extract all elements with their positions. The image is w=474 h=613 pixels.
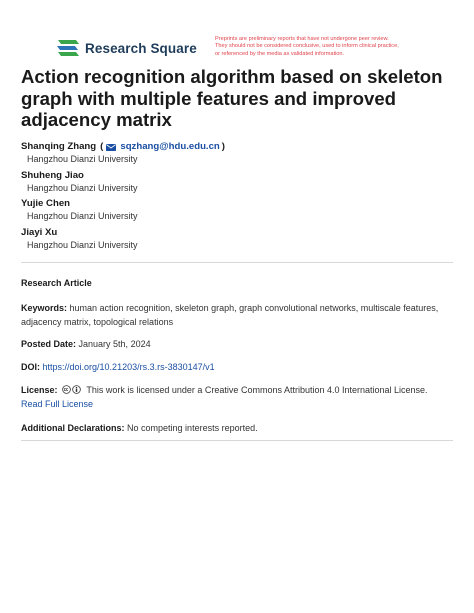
cc-icons [62, 385, 82, 394]
preprint-notice [215, 36, 446, 58]
author-name: Jiayi Xu [21, 226, 58, 238]
posted-date-value: January 5th, 2024 [78, 339, 151, 349]
author-list [21, 141, 451, 255]
author-email-link[interactable]: sqzhang@hdu.edu.cn [120, 141, 220, 152]
author-email-group [100, 141, 225, 153]
author-name: Shanqing Zhang [21, 141, 97, 152]
declarations-label: Additional Declarations: [21, 423, 125, 433]
license-block [21, 384, 453, 411]
author-name: Yujie Chen [21, 198, 71, 209]
notice-line: They should not be considered conclusive, used to inform clinical practice, [215, 43, 399, 50]
keywords-line-1: human action recognition, skeleton graph, graph convolutional networks, multiscale features, [69, 303, 439, 313]
section-divider [21, 262, 453, 263]
page-header [56, 36, 446, 62]
open-paren: ( [100, 141, 104, 152]
article-type [21, 277, 453, 290]
keywords-line-2: adjacency matrix, topological relations [21, 316, 174, 327]
article-type-label: Research Article [21, 278, 92, 288]
license-text: This work is licensed under a Creative Commons Attribution 4.0 International License. [86, 385, 428, 395]
attribution-icon [72, 385, 81, 394]
author-name: Shuheng Jiao [21, 169, 84, 181]
doi-block [21, 361, 453, 374]
author-name-line [21, 170, 451, 182]
doi-label: DOI: [21, 362, 40, 372]
author-affiliation: Hangzhou Dianzi University [27, 239, 138, 250]
keywords-block [21, 302, 453, 329]
author-entry [21, 170, 451, 195]
title-line: graph with multiple features and improved [21, 87, 397, 109]
title-line: Action recognition algorithm based on skeleton [21, 66, 443, 87]
declarations-value: No competing interests reported. [127, 423, 258, 433]
posted-date-label: Posted Date: [21, 339, 77, 349]
research-square-logo[interactable] [56, 36, 197, 60]
title-line: adjacency matrix [21, 109, 172, 131]
notice-line: Preprints are preliminary reports that have not undergone peer review. [215, 36, 389, 42]
section-divider [21, 440, 453, 441]
author-entry [21, 141, 451, 166]
creative-commons-icon [62, 385, 71, 394]
keywords-label: Keywords: [21, 303, 68, 313]
author-entry [21, 227, 451, 252]
close-paren: ) [221, 141, 225, 152]
author-entry [21, 198, 451, 223]
author-name-line [21, 198, 451, 210]
author-affiliation: Hangzhou Dianzi University [27, 154, 138, 164]
license-label: License: [21, 385, 58, 395]
declarations-block [21, 422, 453, 435]
read-full-license-link[interactable]: Read Full License [21, 398, 94, 409]
posted-date-block [21, 338, 453, 351]
author-affiliation: Hangzhou Dianzi University [27, 182, 138, 193]
logo-text: Research Square [85, 40, 197, 56]
notice-line: or referenced by the media as validated information. [215, 50, 345, 57]
author-name-line [21, 227, 451, 239]
doi-link[interactable]: https://doi.org/10.21203/rs.3.rs-3830147/v1 [42, 362, 215, 372]
envelope-icon [106, 144, 116, 151]
paper-title [21, 66, 441, 131]
author-affiliation: Hangzhou Dianzi University [27, 211, 138, 221]
author-name-line [21, 141, 451, 153]
research-square-logo-icon [56, 37, 80, 59]
